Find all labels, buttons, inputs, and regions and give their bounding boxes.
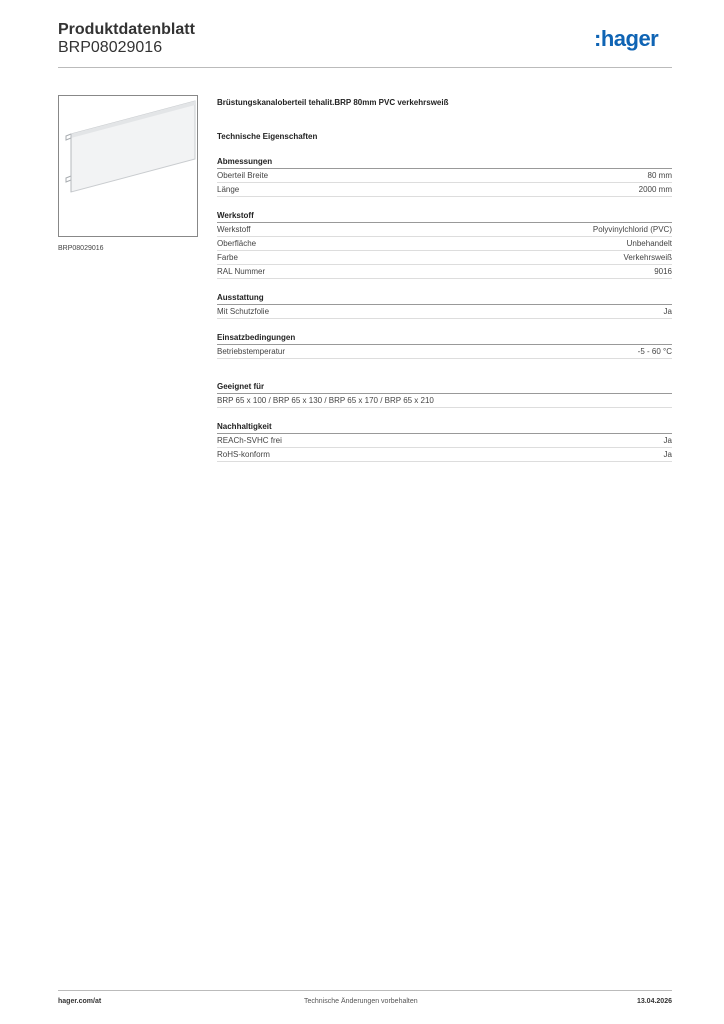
spec-row: [217, 305, 672, 319]
group-title: Geeignet für: [217, 381, 672, 394]
spec-row: [217, 169, 672, 183]
specs-panel: [217, 96, 672, 462]
footer-website-link[interactable]: hager.com/at: [58, 998, 102, 1005]
spec-value: 80 mm: [647, 171, 672, 180]
spec-label: Betriebstemperatur: [217, 347, 286, 356]
spec-value: Ja: [663, 450, 672, 459]
footer-notice: Technische Änderungen vorbehalten: [304, 998, 418, 1005]
group-title: Ausstattung: [217, 292, 672, 305]
spec-value: Ja: [663, 307, 672, 316]
spec-row: [217, 448, 672, 462]
spec-label: Oberfläche: [217, 239, 257, 248]
spec-label: Werkstoff: [217, 225, 251, 234]
section-title: Technische Eigenschaften: [217, 132, 318, 141]
spec-row: [217, 251, 672, 265]
spec-value: Verkehrsweiß: [623, 253, 672, 262]
group-title: Nachhaltigkeit: [217, 421, 672, 434]
spec-value: 9016: [654, 267, 672, 276]
spec-row: [217, 237, 672, 251]
group-title: Einsatzbedingungen: [217, 332, 672, 345]
spec-label: Länge: [217, 185, 240, 194]
group-nachhaltigkeit: [217, 421, 672, 462]
header-divider: [58, 67, 672, 68]
spec-label: RoHS-konform: [217, 450, 270, 459]
spec-value: -5 - 60 °C: [637, 347, 672, 356]
footer-divider: [58, 990, 672, 991]
spec-label: RAL Nummer: [217, 267, 266, 276]
spec-label: Mit Schutzfolie: [217, 307, 270, 316]
spec-value: Unbehandelt: [626, 239, 672, 248]
spec-value: Ja: [663, 436, 672, 445]
spec-label: Farbe: [217, 253, 238, 262]
group-einsatzbedingungen: [217, 332, 672, 359]
spec-row: [217, 223, 672, 237]
group-werkstoff: [217, 210, 672, 279]
hager-logo: :hager: [594, 26, 659, 51]
spec-row: [217, 265, 672, 279]
product-sku: BRP08029016: [58, 39, 163, 56]
page-title: Produktdatenblatt: [58, 21, 195, 38]
group-title: Werkstoff: [217, 210, 672, 223]
image-caption: BRP08029016: [58, 245, 104, 252]
spec-row: [217, 183, 672, 197]
product-name: Brüstungskanaloberteil tehalit.BRP 80mm PVC verkehrsweiß: [217, 98, 449, 107]
spec-label: BRP 65 x 100 / BRP 65 x 130 / BRP 65 x 170 / BRP 65 x 210: [217, 396, 434, 405]
product-image: [58, 95, 198, 237]
spec-label: REACh-SVHC frei: [217, 436, 282, 445]
spec-value: 2000 mm: [638, 185, 672, 194]
group-title: Abmessungen: [217, 156, 672, 169]
spec-row: [217, 394, 672, 408]
group-abmessungen: [217, 156, 672, 197]
spec-row: [217, 434, 672, 448]
spec-label: Oberteil Breite: [217, 171, 269, 180]
footer-date: 13.04.2026: [636, 998, 672, 1005]
group-geeignet-fuer: [217, 381, 672, 408]
spec-value: Polyvinylchlorid (PVC): [592, 225, 672, 234]
group-ausstattung: [217, 292, 672, 319]
spec-row: [217, 345, 672, 359]
